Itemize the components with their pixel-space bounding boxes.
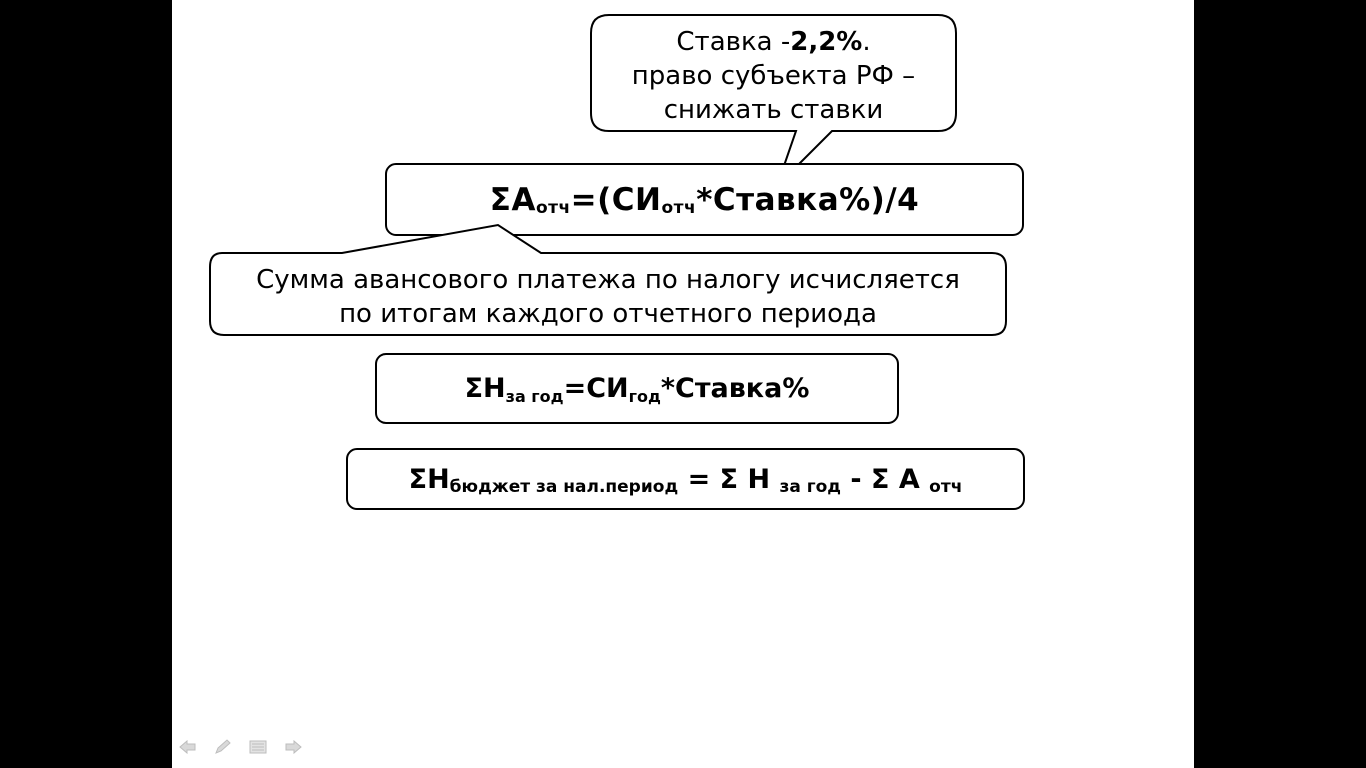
bottom-callout-line1: Сумма авансового платежа по налогу исчисляется (256, 265, 960, 295)
formula-year: ΣН за год =СИ год *Ставка% (464, 373, 810, 406)
top-callout-line3: снижать ставки (663, 95, 884, 125)
bottom-callout (210, 262, 1006, 332)
slideshow-nav (178, 738, 303, 756)
rate-value: 2,2% (790, 27, 863, 57)
top-callout-line2: право субъекта РФ – (631, 61, 916, 91)
back-arrow-icon[interactable] (178, 738, 198, 756)
formula-budget: ΣН бюджет за нал.период = Σ Н за год - Σ А отч (408, 463, 963, 497)
forward-arrow-icon[interactable] (283, 738, 303, 756)
formula-advance: ΣA отч =(СИ отч *Ставка%)/4 (489, 181, 920, 218)
slide (172, 0, 1194, 768)
pen-icon[interactable] (213, 738, 233, 756)
menu-icon[interactable] (248, 738, 268, 756)
top-callout (591, 24, 956, 128)
top-callout-line1: Ставка -2,2%. (676, 27, 871, 57)
bottom-callout-line2: по итогам каждого отчетного периода (339, 299, 877, 329)
